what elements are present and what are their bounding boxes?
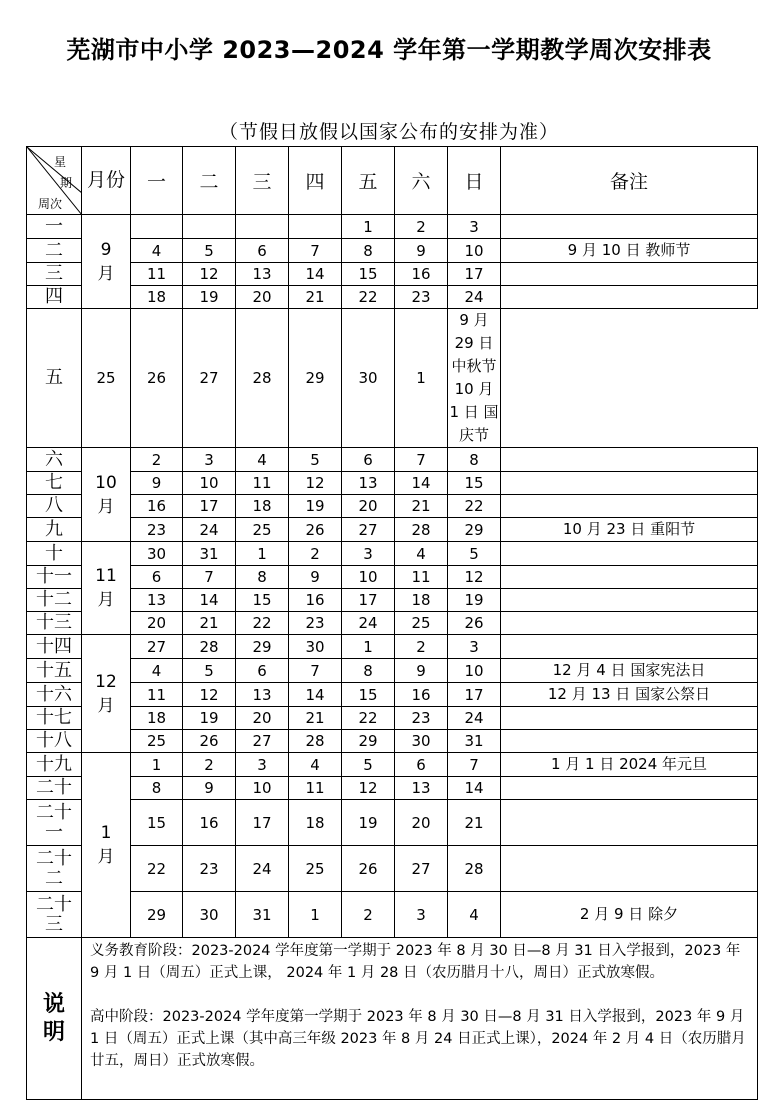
day-cell: 9 xyxy=(183,777,236,800)
week-row xyxy=(27,542,758,566)
day-cell: 21 xyxy=(183,612,236,635)
day-cell: 7 xyxy=(289,659,342,683)
day-cell: 26 xyxy=(131,309,183,448)
note-cell: 9 月 10 日 教师节 xyxy=(501,239,758,263)
explanation-row xyxy=(27,938,758,1100)
day-cell: 18 xyxy=(131,707,183,730)
week-number-cell: 二十 xyxy=(27,777,82,800)
day-cell: 28 xyxy=(395,518,448,542)
week-row xyxy=(27,683,758,707)
day-cell: 15 xyxy=(342,683,395,707)
day-cell xyxy=(289,215,342,239)
week-row xyxy=(27,448,758,472)
day-cell: 14 xyxy=(448,777,501,800)
week-number-cell: 四 xyxy=(27,286,82,309)
week-row xyxy=(27,215,758,239)
day-cell: 27 xyxy=(183,309,236,448)
day-cell: 23 xyxy=(289,612,342,635)
day-cell: 2 xyxy=(395,215,448,239)
note-cell xyxy=(501,542,758,566)
day-cell: 21 xyxy=(289,707,342,730)
day-cell: 30 xyxy=(131,542,183,566)
week-row xyxy=(27,263,758,286)
day-cell: 26 xyxy=(448,612,501,635)
day-cell xyxy=(131,215,183,239)
month-cell: 1 月 xyxy=(82,753,131,938)
day-cell: 26 xyxy=(342,846,395,892)
day-cell: 15 xyxy=(342,263,395,286)
header-day-sun: 日 xyxy=(448,147,501,215)
day-cell: 4 xyxy=(236,448,289,472)
week-number-cell: 八 xyxy=(27,495,82,518)
note-cell: 9 月 29 日中秋节 10 月 1 日 国庆节 xyxy=(448,309,501,448)
week-row xyxy=(27,239,758,263)
day-cell: 28 xyxy=(289,730,342,753)
day-cell: 29 xyxy=(448,518,501,542)
day-cell: 13 xyxy=(236,683,289,707)
day-cell: 14 xyxy=(289,263,342,286)
day-cell: 23 xyxy=(395,286,448,309)
day-cell: 12 xyxy=(183,683,236,707)
explanation-text-cell xyxy=(82,938,758,1100)
day-cell: 21 xyxy=(395,495,448,518)
day-cell: 30 xyxy=(183,892,236,938)
week-number-cell: 十五 xyxy=(27,659,82,683)
day-cell: 6 xyxy=(342,448,395,472)
week-number-cell: 二十 二 xyxy=(27,846,82,892)
day-cell: 5 xyxy=(183,659,236,683)
day-cell: 7 xyxy=(183,566,236,589)
day-cell: 3 xyxy=(448,215,501,239)
day-cell: 25 xyxy=(82,309,131,448)
day-cell: 1 xyxy=(131,753,183,777)
day-cell: 4 xyxy=(131,239,183,263)
day-cell: 13 xyxy=(395,777,448,800)
note-cell xyxy=(501,846,758,892)
day-cell: 11 xyxy=(131,683,183,707)
day-cell: 6 xyxy=(131,566,183,589)
day-cell: 2 xyxy=(289,542,342,566)
day-cell: 24 xyxy=(236,846,289,892)
day-cell: 15 xyxy=(236,589,289,612)
note-cell xyxy=(501,800,758,846)
day-cell: 14 xyxy=(289,683,342,707)
header-day-thu: 四 xyxy=(289,147,342,215)
day-cell: 9 xyxy=(395,239,448,263)
day-cell: 25 xyxy=(131,730,183,753)
week-number-cell: 十九 xyxy=(27,753,82,777)
note-cell xyxy=(501,612,758,635)
day-cell: 27 xyxy=(131,635,183,659)
day-cell: 27 xyxy=(395,846,448,892)
day-cell: 12 xyxy=(448,566,501,589)
day-cell: 7 xyxy=(395,448,448,472)
day-cell: 30 xyxy=(342,309,395,448)
day-cell: 11 xyxy=(236,472,289,495)
week-number-cell: 九 xyxy=(27,518,82,542)
day-cell: 1 xyxy=(236,542,289,566)
header-day-wed: 三 xyxy=(236,147,289,215)
day-cell: 3 xyxy=(448,635,501,659)
week-row xyxy=(27,286,758,309)
week-row xyxy=(27,659,758,683)
week-row xyxy=(27,472,758,495)
day-cell: 2 xyxy=(342,892,395,938)
note-cell xyxy=(501,707,758,730)
day-cell: 8 xyxy=(236,566,289,589)
day-cell: 10 xyxy=(448,659,501,683)
day-cell: 23 xyxy=(395,707,448,730)
week-row xyxy=(27,846,758,892)
month-cell: 11 月 xyxy=(82,542,131,635)
day-cell: 13 xyxy=(236,263,289,286)
day-cell: 3 xyxy=(395,892,448,938)
note-cell xyxy=(501,472,758,495)
header-row xyxy=(27,147,758,215)
day-cell: 7 xyxy=(448,753,501,777)
day-cell: 20 xyxy=(342,495,395,518)
header-corner-star: 星 xyxy=(54,155,67,169)
week-number-cell: 十四 xyxy=(27,635,82,659)
day-cell: 17 xyxy=(448,683,501,707)
header-day-sat: 六 xyxy=(395,147,448,215)
day-cell: 6 xyxy=(236,239,289,263)
day-cell: 31 xyxy=(183,542,236,566)
day-cell: 19 xyxy=(342,800,395,846)
week-number-cell: 十二 xyxy=(27,589,82,612)
day-cell: 22 xyxy=(131,846,183,892)
day-cell: 10 xyxy=(183,472,236,495)
day-cell: 20 xyxy=(236,707,289,730)
day-cell: 3 xyxy=(183,448,236,472)
week-number-cell: 二十 三 xyxy=(27,892,82,938)
day-cell: 9 xyxy=(289,566,342,589)
day-cell: 16 xyxy=(131,495,183,518)
day-cell: 27 xyxy=(342,518,395,542)
day-cell: 29 xyxy=(236,635,289,659)
day-cell xyxy=(183,215,236,239)
week-number-cell: 六 xyxy=(27,448,82,472)
header-corner-period: 期 xyxy=(60,176,73,190)
week-row xyxy=(27,730,758,753)
day-cell: 11 xyxy=(289,777,342,800)
day-cell: 19 xyxy=(289,495,342,518)
week-number-cell: 十一 xyxy=(27,566,82,589)
day-cell: 19 xyxy=(448,589,501,612)
day-cell: 15 xyxy=(448,472,501,495)
day-cell: 30 xyxy=(395,730,448,753)
day-cell: 4 xyxy=(131,659,183,683)
week-row xyxy=(27,309,758,448)
week-number-cell: 十七 xyxy=(27,707,82,730)
note-cell: 1 月 1 日 2024 年元旦 xyxy=(501,753,758,777)
week-row xyxy=(27,707,758,730)
day-cell: 12 xyxy=(342,777,395,800)
day-cell: 14 xyxy=(183,589,236,612)
day-cell: 10 xyxy=(342,566,395,589)
page-subtitle: （节假日放假以国家公布的安排为准） xyxy=(218,121,559,143)
header-corner-cell xyxy=(27,147,82,215)
day-cell: 4 xyxy=(395,542,448,566)
day-cell: 5 xyxy=(448,542,501,566)
day-cell: 24 xyxy=(342,612,395,635)
day-cell: 14 xyxy=(395,472,448,495)
day-cell: 25 xyxy=(395,612,448,635)
note-cell xyxy=(501,777,758,800)
day-cell: 18 xyxy=(236,495,289,518)
note-cell: 10 月 23 日 重阳节 xyxy=(501,518,758,542)
day-cell: 8 xyxy=(448,448,501,472)
note-cell xyxy=(501,215,758,239)
header-day-fri: 五 xyxy=(342,147,395,215)
day-cell: 2 xyxy=(131,448,183,472)
note-cell xyxy=(501,495,758,518)
day-cell: 22 xyxy=(342,286,395,309)
day-cell: 16 xyxy=(395,263,448,286)
header-month: 月份 xyxy=(82,147,131,215)
day-cell: 28 xyxy=(236,309,289,448)
header-corner-week: 周次 xyxy=(38,197,63,211)
week-number-cell: 十八 xyxy=(27,730,82,753)
day-cell: 22 xyxy=(236,612,289,635)
day-cell: 3 xyxy=(236,753,289,777)
day-cell: 20 xyxy=(131,612,183,635)
note-cell xyxy=(501,566,758,589)
day-cell: 6 xyxy=(395,753,448,777)
week-number-cell: 十 xyxy=(27,542,82,566)
note-cell: 12 月 13 日 国家公祭日 xyxy=(501,683,758,707)
week-row xyxy=(27,495,758,518)
day-cell: 19 xyxy=(183,286,236,309)
note-cell xyxy=(501,589,758,612)
day-cell: 15 xyxy=(131,800,183,846)
day-cell: 11 xyxy=(131,263,183,286)
day-cell: 5 xyxy=(342,753,395,777)
day-cell xyxy=(236,215,289,239)
explanation-compulsory: 义务教育阶段：2023-2024 学年度第一学期于 2023 年 8 月 30 日—8 月 31 日入学报到，2023 年 9 月 1 日（周五）正式上课， 2024 年 1 月 28 日（农历腊月十八，周日）正式放寒假。 xyxy=(90,943,741,981)
month-cell: 9 月 xyxy=(82,215,131,309)
day-cell: 16 xyxy=(289,589,342,612)
day-cell: 10 xyxy=(236,777,289,800)
day-cell: 1 xyxy=(342,635,395,659)
day-cell: 10 xyxy=(448,239,501,263)
day-cell: 4 xyxy=(448,892,501,938)
day-cell: 16 xyxy=(183,800,236,846)
schedule-table xyxy=(26,146,758,1100)
day-cell: 24 xyxy=(448,707,501,730)
day-cell: 12 xyxy=(183,263,236,286)
day-cell: 24 xyxy=(448,286,501,309)
day-cell: 21 xyxy=(289,286,342,309)
day-cell: 6 xyxy=(236,659,289,683)
day-cell: 17 xyxy=(448,263,501,286)
note-cell: 12 月 4 日 国家宪法日 xyxy=(501,659,758,683)
week-row xyxy=(27,753,758,777)
day-cell: 26 xyxy=(289,518,342,542)
day-cell: 13 xyxy=(342,472,395,495)
day-cell: 19 xyxy=(183,707,236,730)
week-number-cell: 七 xyxy=(27,472,82,495)
note-cell xyxy=(501,286,758,309)
day-cell: 8 xyxy=(342,239,395,263)
week-number-cell: 十三 xyxy=(27,612,82,635)
day-cell: 23 xyxy=(183,846,236,892)
day-cell: 5 xyxy=(289,448,342,472)
week-row xyxy=(27,800,758,846)
week-number-cell: 五 xyxy=(27,309,82,448)
day-cell: 22 xyxy=(448,495,501,518)
note-cell: 2 月 9 日 除夕 xyxy=(501,892,758,938)
week-row xyxy=(27,566,758,589)
day-cell: 17 xyxy=(342,589,395,612)
day-cell: 17 xyxy=(236,800,289,846)
header-day-tue: 二 xyxy=(183,147,236,215)
day-cell: 29 xyxy=(131,892,183,938)
day-cell: 18 xyxy=(289,800,342,846)
week-row xyxy=(27,892,758,938)
header-notes: 备注 xyxy=(501,147,758,215)
day-cell: 28 xyxy=(183,635,236,659)
day-cell: 26 xyxy=(183,730,236,753)
day-cell: 8 xyxy=(342,659,395,683)
day-cell: 20 xyxy=(395,800,448,846)
day-cell: 12 xyxy=(289,472,342,495)
day-cell: 20 xyxy=(236,286,289,309)
week-row xyxy=(27,612,758,635)
day-cell: 2 xyxy=(183,753,236,777)
note-cell xyxy=(501,263,758,286)
day-cell: 7 xyxy=(289,239,342,263)
day-cell: 24 xyxy=(183,518,236,542)
day-cell: 1 xyxy=(395,309,448,448)
header-day-mon: 一 xyxy=(131,147,183,215)
day-cell: 1 xyxy=(289,892,342,938)
day-cell: 29 xyxy=(342,730,395,753)
day-cell: 31 xyxy=(236,892,289,938)
day-cell: 25 xyxy=(289,846,342,892)
note-cell xyxy=(501,635,758,659)
note-cell xyxy=(501,448,758,472)
day-cell: 13 xyxy=(131,589,183,612)
week-row xyxy=(27,518,758,542)
week-number-cell: 二 xyxy=(27,239,82,263)
day-cell: 2 xyxy=(395,635,448,659)
week-row xyxy=(27,635,758,659)
month-cell: 12 月 xyxy=(82,635,131,753)
explanation-label: 说 明 xyxy=(27,938,82,1100)
day-cell: 5 xyxy=(183,239,236,263)
day-cell: 9 xyxy=(131,472,183,495)
day-cell: 8 xyxy=(131,777,183,800)
week-number-cell: 十六 xyxy=(27,683,82,707)
day-cell: 1 xyxy=(342,215,395,239)
day-cell: 25 xyxy=(236,518,289,542)
day-cell: 4 xyxy=(289,753,342,777)
month-cell: 10 月 xyxy=(82,448,131,542)
day-cell: 27 xyxy=(236,730,289,753)
day-cell: 29 xyxy=(289,309,342,448)
day-cell: 18 xyxy=(395,589,448,612)
week-row xyxy=(27,777,758,800)
day-cell: 28 xyxy=(448,846,501,892)
day-cell: 23 xyxy=(131,518,183,542)
week-row xyxy=(27,589,758,612)
explanation-high-school: 高中阶段：2023-2024 学年度第一学期于 2023 年 8 月 30 日—8 月 31 日入学报到，2023 年 9 月 1 日（周五）正式上课（其中高三年级 2023 年 8 月 24 日正式上课），2024 年 2 月 4 日（农历腊月廿五，周日）正式放寒假。 xyxy=(90,1009,746,1069)
week-number-cell: 三 xyxy=(27,263,82,286)
day-cell: 21 xyxy=(448,800,501,846)
page-title: 芜湖市中小学 2023—2024 学年第一学期教学周次安排表 xyxy=(66,36,712,64)
week-number-cell: 一 xyxy=(27,215,82,239)
day-cell: 11 xyxy=(395,566,448,589)
day-cell: 17 xyxy=(183,495,236,518)
week-number-cell: 二十 一 xyxy=(27,800,82,846)
paragraph-spacer xyxy=(90,984,751,1006)
day-cell: 16 xyxy=(395,683,448,707)
day-cell: 30 xyxy=(289,635,342,659)
day-cell: 22 xyxy=(342,707,395,730)
day-cell: 18 xyxy=(131,286,183,309)
day-cell: 9 xyxy=(395,659,448,683)
note-cell xyxy=(501,730,758,753)
day-cell: 3 xyxy=(342,542,395,566)
day-cell: 31 xyxy=(448,730,501,753)
